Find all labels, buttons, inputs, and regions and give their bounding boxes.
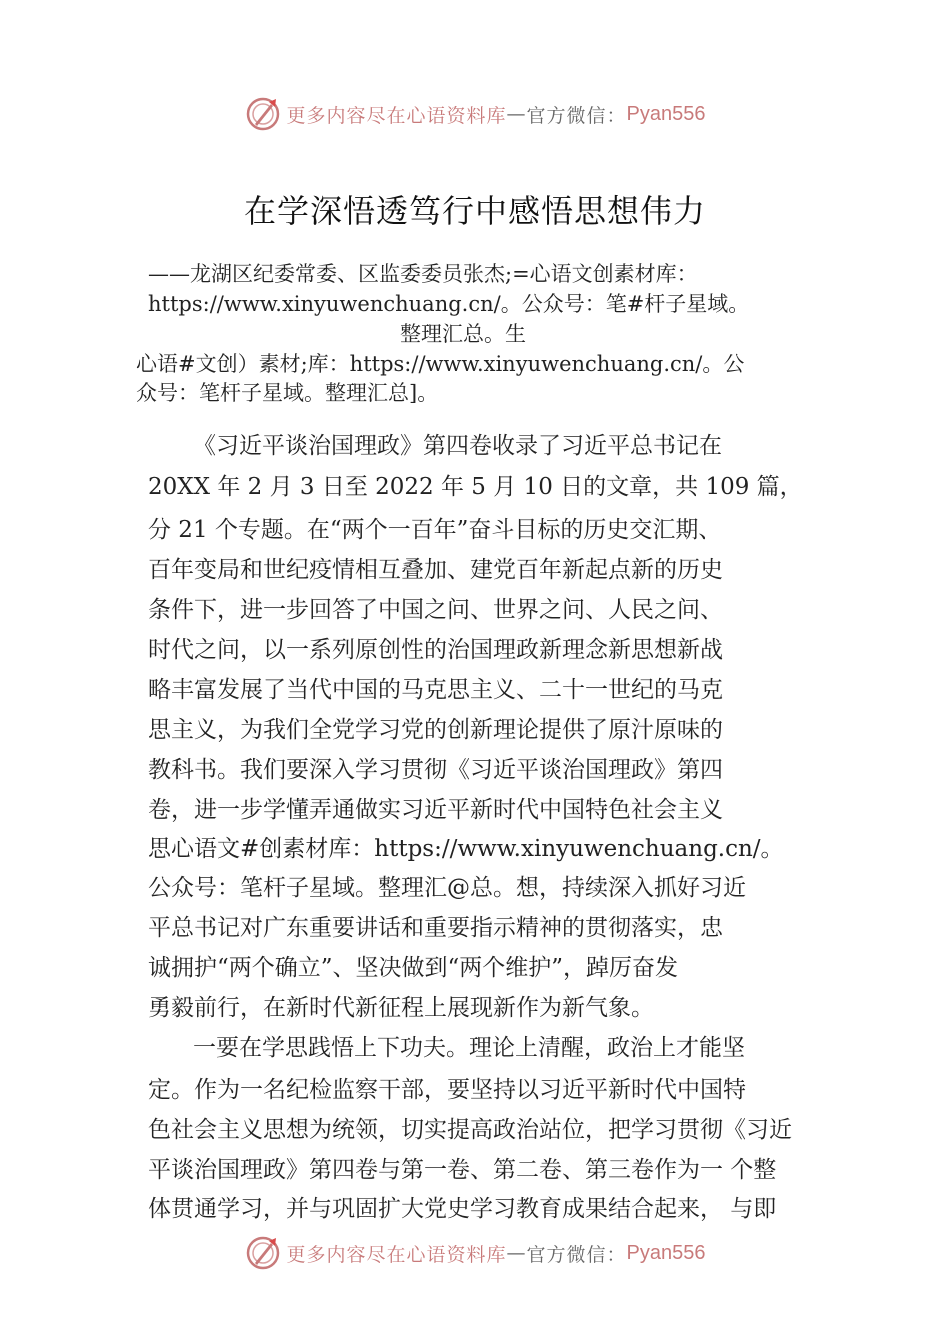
body-line: 一要在学思践悟上下功夫。理论上清醒，政治上才能坚	[193, 1035, 745, 1061]
watermark-banner-top	[0, 94, 950, 134]
body-line: 教科书。我们要深入学习贯彻《习近平谈治国理政》第四	[148, 757, 723, 783]
subtitle-line: ——龙湖区纪委常委、区监委委员张杰;=心语文创素材库：	[148, 262, 698, 286]
body-line: 体贯通学习，并与巩固扩大党史学习教育成果结合起来， 与即	[148, 1196, 777, 1222]
body-line: 百年变局和世纪疫情相互叠加、建党百年新起点新的历史	[148, 557, 723, 583]
subtitle-line: https://www.xinyuwenchuang.cn/。公众号：笔#杆子星域。	[148, 292, 750, 316]
body-line: 公众号：笔杆子星域。整理汇@总。想，持续深入抓好习近	[148, 875, 746, 901]
body-line: 思心语文#创素材库：https://www.xinyuwenchuang.cn/。	[148, 836, 784, 862]
brand-text: 更多内容尽在心语资料库	[286, 104, 507, 127]
wechat-label: 官方微信：	[526, 104, 627, 127]
body-line: 时代之问，以一系列原创性的治国理政新理念新思想新战	[148, 637, 723, 663]
brand-text: 更多内容尽在心语资料库	[286, 1243, 507, 1266]
body-line: 分 21 个专题。在“两个一百年”奋斗目标的历史交汇期、	[148, 517, 722, 543]
body-line: 20XX 年 2 月 3 日至 2022 年 5 月 10 日的文章，共 109 篇，	[148, 474, 803, 500]
dash: —	[506, 103, 527, 125]
body-line: 《习近平谈治国理政》第四卷收录了习近平总书记在	[193, 433, 722, 459]
body-line: 勇毅前行，在新时代新征程上展现新作为新气象。	[148, 995, 654, 1021]
wechat-label: 官方微信：	[526, 1243, 627, 1266]
subtitle-line: 心语#文创）素材;库：https://www.xinyuwenchuang.cn/。公	[136, 352, 745, 376]
body-line: 思主义，为我们全党学习党的创新理论提供了原汁原味的	[148, 717, 723, 743]
body-line: 卷，进一步学懂弄通做实习近平新时代中国特色社会主义	[148, 797, 723, 823]
body-line: 条件下，进一步回答了中国之问、世界之问、人民之问、	[148, 597, 723, 623]
subtitle-line: 众号：笔杆子星域。整理汇总]。	[136, 381, 439, 405]
body-line: 略丰富发展了当代中国的马克思主义、二十一世纪的马克	[148, 677, 723, 703]
body-line: 平谈治国理政》第四卷与第一卷、第二卷、第三卷作为一 个整	[148, 1157, 777, 1183]
dash: —	[506, 1242, 527, 1264]
body-line: 色社会主义思想为统领，切实提高政治站位，把学习贯彻《习近	[148, 1117, 792, 1143]
quill-logo-icon	[245, 96, 281, 132]
body-line: 定。作为一名纪检监察干部，要坚持以习近平新时代中国特	[148, 1077, 746, 1103]
quill-logo-icon	[245, 1235, 281, 1271]
wechat-id: Pyan556	[626, 102, 706, 125]
watermark-banner-bottom	[0, 1233, 950, 1273]
document-title: 在学深悟透笃行中感悟思想伟力	[243, 192, 706, 230]
body-line: 平总书记对广东重要讲话和重要指示精神的贯彻落实，忠	[148, 915, 723, 941]
wechat-id: Pyan556	[626, 1241, 706, 1264]
body-line: 诚拥护“两个确立”、坚决做到“两个维护”，踔厉奋发	[148, 955, 679, 981]
subtitle-line: 整理汇总。生	[400, 322, 526, 346]
